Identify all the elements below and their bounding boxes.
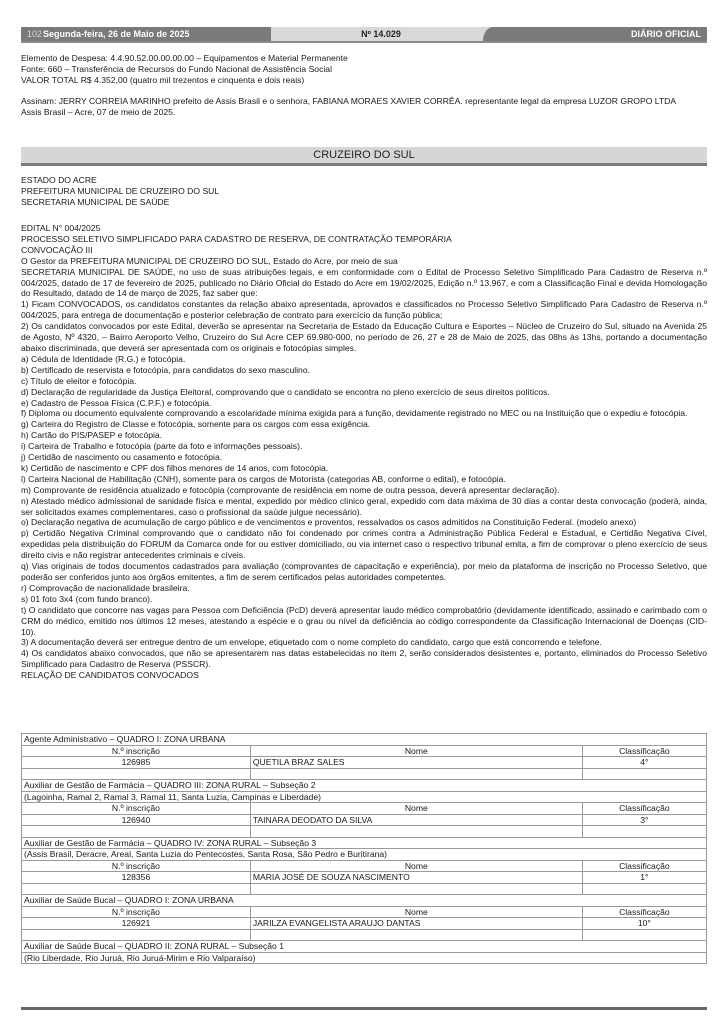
- document-item: r) Comprovação de nacionalidade brasileira.: [21, 582, 190, 593]
- cell-nome: TAINARA DEODATO DA SILVA: [250, 814, 582, 826]
- cell-nome: MARIA JOSÉ DE SOUZA NASCIMENTO: [250, 872, 582, 884]
- column-header-nome: Nome: [250, 803, 582, 815]
- table-row: [22, 872, 707, 884]
- column-header-nome: Nome: [250, 745, 582, 757]
- column-header-row: [22, 745, 707, 757]
- funding-source: Fonte: 660 – Transferência de Recursos do Fundo Nacional de Assistência Social: [21, 63, 332, 74]
- section-title: CRUZEIRO DO SUL: [313, 149, 415, 161]
- edital-number: EDITAL N° 004/2025: [21, 223, 101, 233]
- document-item: h) Cartão do PIS/PASEP e fotocópia.: [21, 430, 163, 441]
- candidates-table: [21, 733, 707, 964]
- document-item: c) Título de eleitor e fotocópia.: [21, 375, 137, 386]
- issue-date: Segunda-feira, 26 de Maio de 2025: [43, 29, 190, 39]
- document-item: f) Diploma ou documento equivalente comprovando a escolaridade mínima exigida para a função, devidamente registrado no MEC ou na Instituição que o expediu e fotocópia.: [21, 408, 688, 419]
- empty-row: [22, 768, 707, 780]
- cell-nome: JARILZA EVANGELISTA ARAUJO DANTAS: [250, 918, 582, 930]
- column-header-classificacao: Classificação: [582, 906, 706, 918]
- document-item: g) Carteira do Registro de Classe e fotocópia, somente para os cargos com essa exigência.: [21, 419, 371, 430]
- table-row: [22, 757, 707, 769]
- group-title-row: [22, 734, 707, 746]
- document-item: e) Cadastro de Pessoa Física (C.P.F.) e fotocópia.: [21, 397, 212, 408]
- document-item: l) Carteira Nacional de Habilitação (CNH), somente para os cargos de Motorista (categorias AB, conforme o edital), e fotocópia.: [21, 473, 506, 484]
- column-header-classificacao: Classificação: [582, 745, 706, 757]
- document-item: s) 01 foto 3x4 (com fundo branco).: [21, 593, 153, 604]
- document-item: b) Certificado de reservista e fotocópia, para candidatos do sexo masculino.: [21, 364, 311, 375]
- candidates-list-title: RELAÇÃO DE CANDIDATOS CONVOCADOS: [21, 670, 199, 681]
- edital-intro-line: O Gestor da PREFEITURA MUNICIPAL DE CRUZEIRO DO SUL, Estado do Acre, por meio de sua: [21, 255, 398, 266]
- document-item: o) Declaração negativa de acumulação de cargo público e de vencimentos e proventos, ressalvados os casos admitidos na Constituição Federal. (modelo anexo): [21, 517, 637, 528]
- footer-rule: [21, 1007, 707, 1010]
- empty-row: [22, 826, 707, 838]
- edital-item-1: 1) Ficam CONVOCADOS, os candidatos constantes da relação abaixo apresentada, aprovados e classificados no Processo Seletivo Simplificado Para Cadastro de Reserva n.º 004/2025, para entrega de documentação e posterior celebração de contrato para exercício da função pública;: [21, 299, 707, 321]
- edital-convocacao: CONVOCAÇÃO III: [21, 244, 93, 255]
- group-subtitle-row: [22, 791, 707, 803]
- cell-inscricao: 126921: [22, 918, 251, 930]
- column-header-nome: Nome: [250, 906, 582, 918]
- page-number: 102: [27, 29, 43, 39]
- issuer-state: ESTADO DO ACRE: [21, 175, 97, 185]
- group-subtitle: (Rio Liberdade, Rio Juruá, Rio Juruá-Mirim e Rio Valparaíso): [22, 952, 707, 964]
- total-value: VALOR TOTAL R$ 4.352,00 (quatro mil trezentos e cinquenta e dois reais): [21, 74, 305, 85]
- signatures: Assinam: JERRY CORREIA MARINHO prefeito de Assis Brasil e o senhora, FABIANA MORAES XAVIER CORRÊA. representante legal da empresa LUZOR GROPO LTDA: [21, 96, 677, 106]
- group-title-row: [22, 837, 707, 849]
- column-header-row: [22, 860, 707, 872]
- document-item: i) Carteira de Trabalho e fotocópia (parte da foto e informações pessoais).: [21, 441, 303, 452]
- group-title-row: [22, 895, 707, 907]
- column-header-inscricao: N.º inscrição: [22, 803, 251, 815]
- issuer-city-hall: PREFEITURA MUNICIPAL DE CRUZEIRO DO SUL: [21, 185, 220, 196]
- cell-inscricao: 128356: [22, 872, 251, 884]
- empty-row: [22, 929, 707, 941]
- cell-classificacao: 4°: [582, 757, 706, 769]
- group-title: Agente Administrativo – QUADRO I: ZONA URBANA: [22, 734, 707, 746]
- cell-classificacao: 3°: [582, 814, 706, 826]
- edital-item-2: 2) Os candidatos convocados por este Edital, deverão se apresentar na Secretaria de Estado da Educação Cultura e Esportes – Núcleo de Cruzeiro do Sul, situado na Avenida 25 de Agosto, Nº 4320, – Bairro Aeroporto Velho, Cruzeiro do Sul Acre CEP 69.980-000, no período de 26, 27 e 28 de Maio de 2025, das 08hs às 13hs, portando a documentação abaixo discriminada, que deverá ser apresentada com os originais e fotocópias simples.: [21, 321, 707, 353]
- cell-inscricao: 126940: [22, 814, 251, 826]
- issuer-secretariat: SECRETARIA MUNICIPAL DE SAÚDE: [21, 196, 170, 207]
- page-header: [21, 27, 707, 42]
- table-row: [22, 918, 707, 930]
- edital-body: [21, 223, 707, 681]
- table-row: [22, 814, 707, 826]
- group-subtitle: (Assis Brasil, Deracre, Areal, Santa Luzia do Pentecostes, Santa Rosa, São Pedro e Buritirana): [22, 849, 707, 861]
- document-item: q) Vias originais de todos documentos cadastrados para avaliação (comprovantes de capacitação e experiência), por meio da plataforma de inscrição no Processo Seletivo, que poderão ser conferidos junto aos órgãos emitentes, a fim de serem certificados pelas autoridades competentes.: [21, 561, 707, 582]
- edital-item-3: 3) A documentação deverá ser entregue dentro de um envelope, etiquetado com o nome completo do candidato, cargo que está concorrendo e telefone.: [21, 637, 602, 648]
- edital-intro-paragraph: SECRETARIA MUNICIPAL DE SAÚDE, no uso de suas atribuições legais, e em conformidade com o Edital de Processo Seletivo Simplificado Para Cadastro de Reserva n.º 004/2025, datado de 17 de fevereiro de 2025, publicado no Diário Oficial do Estado do Acre em 19/02/2025, Edição n.º 13.967, e com a Classificação Final e devida Homologação do Resultado, datado de 14 de março de 2025, faz saber que:: [21, 266, 707, 299]
- document-item: k) Certidão de nascimento e CPF dos filhos menores de 14 anos, com fotocópia.: [21, 462, 329, 473]
- column-header-nome: Nome: [250, 860, 582, 872]
- document-item: p) Certidão Negativa Criminal comprovando que o candidato não foi condenado por crimes contra a Administração Pública Federal e Estadual, e Certidão Negativa Cível, expedidas pela distribuição do FORUM da Comarca onde for ou estiver domiciliado, ou via internet caso o respectivo tribunal emita, a fim de comprovar o pleno exercício de seus direito civis e não registrar antecedentes criminais e cíveis.: [21, 528, 707, 561]
- group-title: Auxiliar de Saúde Bucal – QUADRO I: ZONA URBANA: [22, 895, 707, 907]
- group-subtitle: (Lagoinha, Ramal 2, Ramal 3, Ramal 11, Santa Luzia, Campinas e Liberdade): [22, 791, 707, 803]
- publication-title: DIÁRIO OFICIAL: [631, 29, 701, 39]
- group-subtitle-row: [22, 849, 707, 861]
- edital-item-4: 4) Os candidatos abaixo convocados, que não se apresentarem nas datas estabelecidas no item 2, serão considerados desistentes e, portanto, eliminados do Processo Seletivo Simplificado para Cadastro de Reserva (PSSCR).: [21, 648, 707, 670]
- column-header-inscricao: N.º inscrição: [22, 860, 251, 872]
- column-header-classificacao: Classificação: [582, 803, 706, 815]
- column-header-inscricao: N.º inscrição: [22, 906, 251, 918]
- section-bar: [21, 147, 707, 163]
- cell-classificacao: 10°: [582, 918, 706, 930]
- previous-act: [21, 53, 707, 86]
- document-item: d) Declaração de regularidade da Justiça Eleitoral, comprovando que o candidato se encontra no pleno exercício de seus direitos políticos.: [21, 386, 550, 397]
- group-subtitle-row: [22, 952, 707, 964]
- cell-inscricao: 126985: [22, 757, 251, 769]
- expense-element: Elemento de Despesa: 4.4.90.52.00.00.00.00 – Equipamentos e Material Permanente: [21, 53, 348, 63]
- edital-process: PROCESSO SELETIVO SIMPLIFICADO PARA CADASTRO DE RESERVA, DE CONTRATAÇÃO TEMPORÁRIA: [21, 233, 452, 244]
- group-title: Auxiliar de Gestão de Farmácia – QUADRO IV: ZONA RURAL – Subseção 3: [22, 837, 707, 849]
- edition-number: Nº 14.029: [361, 29, 401, 39]
- cell-nome: QUETILA BRAZ SALES: [250, 757, 582, 769]
- empty-row: [22, 883, 707, 895]
- document-item: a) Cédula de Identidade (R.G.) e fotocópia.: [21, 353, 186, 364]
- group-title: Auxiliar de Gestão de Farmácia – QUADRO III: ZONA RURAL – Subseção 2: [22, 780, 707, 792]
- document-item: n) Atestado médico admissional de sanidade física e mental, expedido por médico clínico geral, expedido com data máxima de 30 dias a contar desta convocação (poderá, ainda, ser solicitados exames complementares, caso o profissional da saúde julgue necessário).: [21, 495, 707, 517]
- document-item: m) Comprovante de residência atualizado e fotocópia (comprovante de residência em nome de outra pessoa, deverá apresentar declaração).: [21, 484, 560, 495]
- place-date: Assis Brasil – Acre, 07 de meio de 2025.: [21, 106, 176, 117]
- document-item: t) O candidato que concorre nas vagas para Pessoa com Deficiência (PcD) deverá apresentar laudo médico comprobatório (devidamente identificado, assinado e carimbado com o CRM do médico, emitido nos últimos 12 meses, atestando a espécie e o grau ou nível da deficiência ao código correspondente da Classificação Internacional de Doenças (CID-10).: [21, 604, 707, 637]
- cell-classificacao: 1°: [582, 872, 706, 884]
- issuer-block: [21, 175, 707, 208]
- column-header-row: [22, 906, 707, 918]
- column-header-inscricao: N.º inscrição: [22, 745, 251, 757]
- column-header-row: [22, 803, 707, 815]
- group-title: Auxiliar de Saúde Bucal – QUADRO II: ZONA RURAL – Subseção 1: [22, 941, 707, 953]
- document-item: j) Certidão de nascimento ou casamento e fotocópia.: [21, 452, 223, 463]
- column-header-classificacao: Classificação: [582, 860, 706, 872]
- group-title-row: [22, 780, 707, 792]
- group-title-row: [22, 941, 707, 953]
